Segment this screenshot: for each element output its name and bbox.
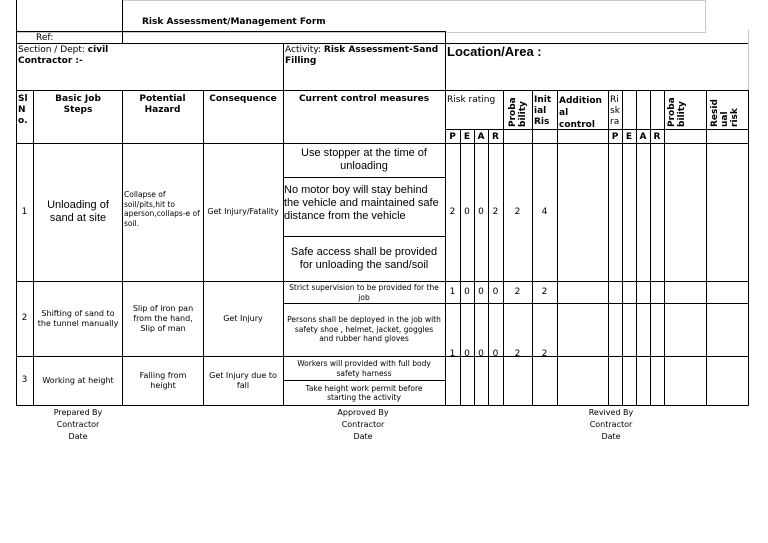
row-1-step: Unloading of sand at site xyxy=(47,199,109,224)
row-1-p: 2 xyxy=(449,206,456,217)
header-r: R xyxy=(492,131,499,142)
signature-revived-title: Revived By xyxy=(588,408,634,417)
header-risk-rating: Risk rating xyxy=(447,95,496,105)
header-slno: Sl N o. xyxy=(18,94,28,126)
section-value: civil xyxy=(87,45,109,55)
row-2-e: 0 xyxy=(464,286,470,297)
row-3-initial-risk: 2 xyxy=(541,348,548,359)
row-3-p: 1 xyxy=(449,348,456,359)
row-1-consequence: Get Injury/Fatality xyxy=(207,207,279,216)
row-1-e: 0 xyxy=(464,206,470,217)
activity-value: Risk Assessment-Sand Filling xyxy=(285,45,439,66)
row-2-r: 0 xyxy=(492,286,499,297)
row-1-control-3: Safe access shall be provided for unloading the sand/soil xyxy=(290,246,438,271)
section-dept xyxy=(18,45,280,56)
header-probability: Proba bility xyxy=(508,97,528,127)
signature-revived-contractor: Contractor xyxy=(589,420,633,429)
header-residual-risk: Resid ual risk xyxy=(710,99,740,127)
row-2-initial-risk: 2 xyxy=(541,286,548,297)
row-1-initial-risk: 4 xyxy=(541,206,548,217)
row-2-step: Shifting of sand to the tunnel manually xyxy=(37,308,119,328)
header-e-2: E xyxy=(625,131,633,142)
section-label: Section / Dept: xyxy=(18,45,88,55)
header-basic-job-steps: Basic Job Steps xyxy=(55,94,101,115)
row-3-a: 0 xyxy=(478,348,484,359)
activity xyxy=(285,45,443,67)
row-3-r: 0 xyxy=(492,348,499,359)
row-3-no: 3 xyxy=(21,375,28,385)
row-1-no: 1 xyxy=(21,206,28,217)
header-additional-control: Addition al control xyxy=(559,96,602,130)
activity-label: Activity: xyxy=(285,45,324,55)
row-3-control-2: Take height work permit before starting the activity xyxy=(305,383,423,402)
header-potential-hazard: Potential Hazard xyxy=(139,94,186,115)
header-r-2: R xyxy=(653,131,661,142)
signature-prepared-date: Date xyxy=(68,432,88,441)
header-consequence: Consequence xyxy=(209,94,277,104)
row-3-control-1: Workers will provided with full body safety harness xyxy=(297,359,431,378)
row-1-a: 0 xyxy=(478,206,484,217)
header-p-2: P xyxy=(611,131,619,142)
row-2-hazard: Slip of iron pan from the hand, Slip of man xyxy=(132,303,194,333)
row-3-hazard: Falling from height xyxy=(139,370,187,390)
signature-approved-date: Date xyxy=(353,432,373,441)
header-risk-rating-2: Ri sk ra xyxy=(610,95,620,127)
signature-approved xyxy=(323,407,403,443)
row-1-control-2: No motor boy will stay behind the vehicle and maintained safe distance from the vehicle xyxy=(284,184,439,222)
header-a-2: A xyxy=(639,131,647,142)
row-2-control-1: Strict supervision to be provided for the job xyxy=(289,283,439,302)
row-2-no: 2 xyxy=(21,313,28,323)
contractor-label: Contractor :- xyxy=(18,56,83,66)
signature-approved-title: Approved By xyxy=(337,408,389,417)
row-1-r: 2 xyxy=(492,206,499,217)
row-3-e: 0 xyxy=(464,348,470,359)
signature-revived-date: Date xyxy=(601,432,621,441)
row-3-consequence: Get Injury due to fall xyxy=(209,370,277,390)
row-2-p: 1 xyxy=(449,286,456,297)
row-3-step: Working at height xyxy=(42,375,114,385)
header-a: A xyxy=(477,131,485,142)
signature-prepared-title: Prepared By xyxy=(53,408,103,417)
row-1-probability: 2 xyxy=(514,206,521,217)
row-2-consequence: Get Injury xyxy=(223,313,263,323)
signature-prepared xyxy=(38,407,118,443)
location-label: Location/Area : xyxy=(447,44,542,59)
signature-prepared-contractor: Contractor xyxy=(56,420,100,429)
row-1-hazard: Collapse of soil/pits,hit to aperson,collaps-e of soil. xyxy=(124,190,200,228)
header-probability-2: Proba bility xyxy=(667,97,687,127)
header-p: P xyxy=(449,131,456,142)
signature-revived xyxy=(571,407,651,443)
header-control-measures: Current control measures xyxy=(298,94,430,104)
row-2-control-2: Persons shall be deployed in the job with safety shoe , helmet, jacket, goggles and rubber hand gloves xyxy=(287,315,441,344)
row-1-control-1: Use stopper at the time of unloading xyxy=(301,147,427,172)
header-initial-risk: Init ial Ris xyxy=(534,95,552,127)
form-title: Risk Assessment/Management Form xyxy=(142,17,326,27)
row-2-probability: 2 xyxy=(514,286,521,297)
row-2-a: 0 xyxy=(478,286,484,297)
header-e: E xyxy=(463,131,471,142)
row-3-probability: 2 xyxy=(514,348,521,359)
ref-label: Ref: xyxy=(36,33,54,43)
signature-approved-contractor: Contractor xyxy=(341,420,385,429)
